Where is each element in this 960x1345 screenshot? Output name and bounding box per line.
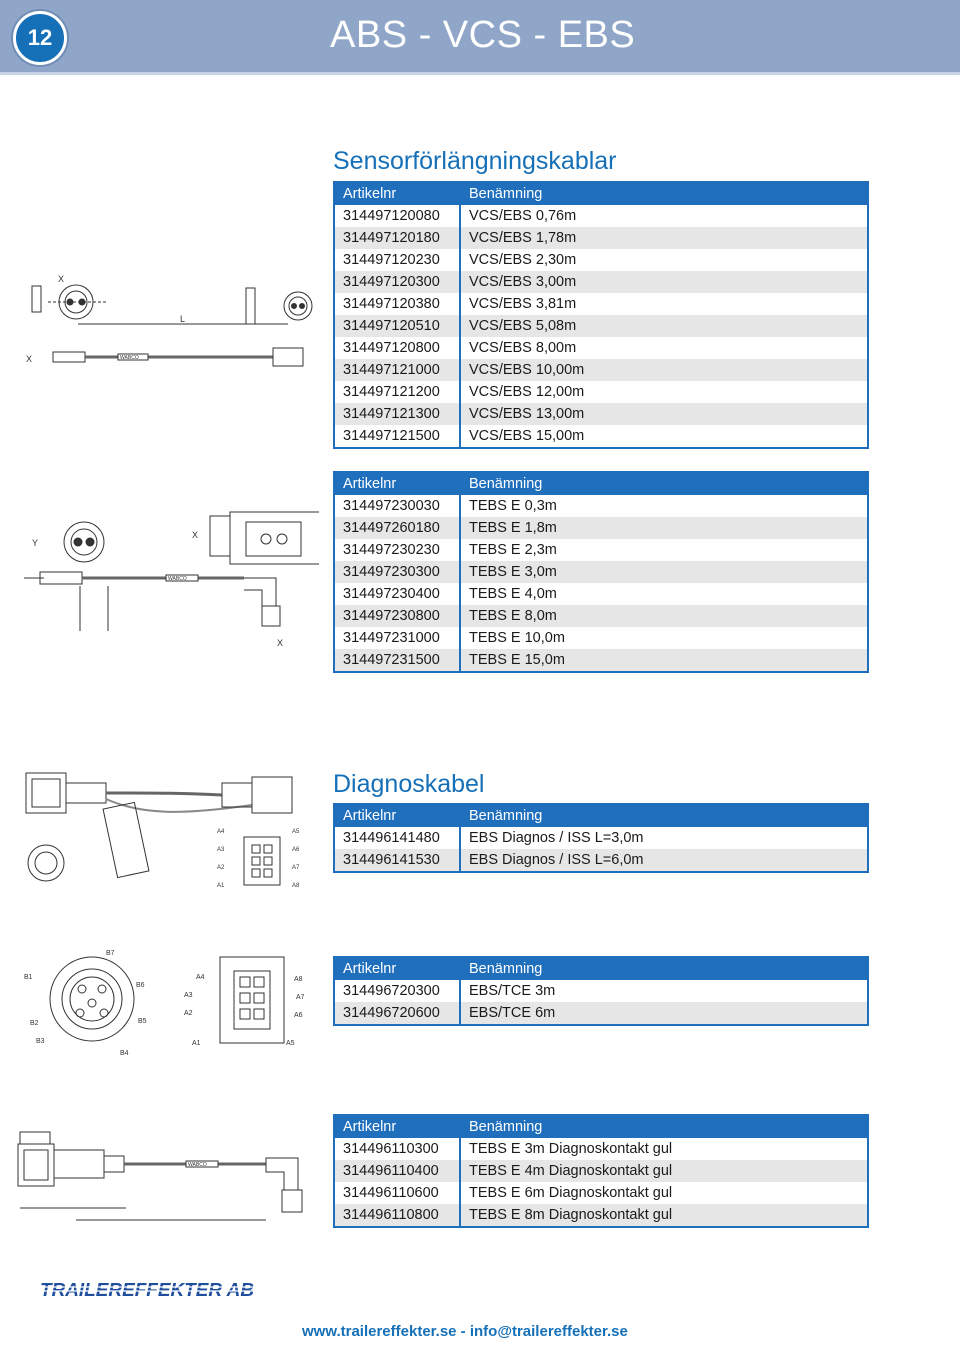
header-divider — [0, 72, 960, 75]
label-a6: A6 — [294, 1012, 303, 1019]
label-l: L — [180, 314, 186, 324]
cell-benamning: EBS Diagnos / ISS L=3,0m — [460, 827, 868, 849]
table-row — [334, 1002, 868, 1025]
label-b6: B6 — [136, 982, 145, 989]
table-row — [334, 337, 868, 359]
cell-benamning: TEBS E 4m Diagnoskontakt gul — [460, 1160, 868, 1182]
cell-artikelnr: 314497231000 — [334, 627, 460, 649]
cell-artikelnr: 314496110400 — [334, 1160, 460, 1182]
table-row — [334, 605, 868, 627]
table-row — [334, 649, 868, 672]
cell-benamning: VCS/EBS 8,00m — [460, 337, 868, 359]
cell-artikelnr: 314497230230 — [334, 539, 460, 561]
cell-benamning: EBS/TCE 6m — [460, 1002, 868, 1025]
label-a4: A4 — [196, 974, 205, 981]
table-row — [334, 495, 868, 517]
table-row — [334, 381, 868, 403]
cell-benamning: VCS/EBS 5,08m — [460, 315, 868, 337]
table-row — [334, 315, 868, 337]
diag-iss-table — [333, 803, 869, 873]
table-row — [334, 271, 868, 293]
column-header-artikelnr: Artikelnr — [334, 1115, 460, 1138]
cell-benamning: EBS Diagnos / ISS L=6,0m — [460, 849, 868, 872]
cell-benamning: VCS/EBS 10,00m — [460, 359, 868, 381]
cell-artikelnr: 314497120300 — [334, 271, 460, 293]
column-header-artikelnr: Artikelnr — [334, 957, 460, 980]
label-a8: A8 — [292, 883, 300, 889]
label-a4: A4 — [217, 829, 225, 835]
label-x-2: X — [26, 354, 33, 364]
diagnos-cable-drawing — [22, 765, 322, 895]
table-row — [334, 583, 868, 605]
label-b3: B3 — [36, 1038, 45, 1045]
table-row — [334, 539, 868, 561]
column-header-benamning: Benämning — [460, 472, 868, 495]
vcs-cable-drawing — [18, 262, 318, 380]
table-row — [334, 1204, 868, 1227]
cell-artikelnr: 314496110300 — [334, 1138, 460, 1160]
table-row — [334, 227, 868, 249]
page-number: 12 — [27, 25, 53, 50]
cell-artikelnr: 314497120380 — [334, 293, 460, 315]
company-logo — [38, 1276, 258, 1302]
diag-tce-table — [333, 956, 869, 1026]
label-b1: B1 — [24, 974, 33, 981]
table-row — [334, 849, 868, 872]
column-header-artikelnr: Artikelnr — [334, 182, 460, 205]
cell-artikelnr: 314497121300 — [334, 403, 460, 425]
table-row — [334, 517, 868, 539]
table-row — [334, 627, 868, 649]
logo-text: TRAILEREFFEKTER AB — [40, 1280, 254, 1300]
label-a5: A5 — [286, 1040, 295, 1047]
page-title: ABS - VCS - EBS — [330, 14, 636, 56]
cell-benamning: TEBS E 1,8m — [460, 517, 868, 539]
table-row — [334, 1138, 868, 1160]
tebs-cable-drawing — [14, 506, 319, 658]
label-wabco-3: WABCO — [188, 1162, 207, 1168]
label-x-2: X — [277, 638, 284, 648]
column-header-artikelnr: Artikelnr — [334, 472, 460, 495]
cell-artikelnr: 314496141530 — [334, 849, 460, 872]
label-a6: A6 — [292, 847, 300, 853]
cell-benamning: TEBS E 6m Diagnoskontakt gul — [460, 1182, 868, 1204]
label-a5: A5 — [292, 829, 300, 835]
cell-artikelnr: 314497230400 — [334, 583, 460, 605]
cell-benamning: TEBS E 3m Diagnoskontakt gul — [460, 1138, 868, 1160]
table-row — [334, 1182, 868, 1204]
cell-artikelnr: 314496110800 — [334, 1204, 460, 1227]
cell-artikelnr: 314496110600 — [334, 1182, 460, 1204]
label-x: X — [192, 530, 199, 540]
label-b7: B7 — [106, 950, 115, 957]
tebs-diag-cable-drawing — [16, 1128, 321, 1228]
label-a3: A3 — [184, 992, 193, 999]
label-a1: A1 — [192, 1040, 201, 1047]
label-wabco-2: WABCO — [168, 576, 187, 582]
label-y: Y — [32, 538, 39, 548]
column-header-artikelnr: Artikelnr — [334, 804, 460, 827]
cell-benamning: TEBS E 2,3m — [460, 539, 868, 561]
table-row — [334, 293, 868, 315]
page-number-badge — [13, 11, 67, 65]
cell-artikelnr: 314497121500 — [334, 425, 460, 448]
label-a1: A1 — [217, 883, 225, 889]
label-a2: A2 — [184, 1010, 193, 1017]
table-row — [334, 205, 868, 227]
cell-benamning: VCS/EBS 3,81m — [460, 293, 868, 315]
cell-artikelnr: 314497231500 — [334, 649, 460, 672]
table-row — [334, 425, 868, 448]
cell-benamning: TEBS E 10,0m — [460, 627, 868, 649]
cell-artikelnr: 314497120080 — [334, 205, 460, 227]
footer-contact[interactable]: www.trailereffekter.se - info@trailereffekter.se — [302, 1323, 628, 1340]
cell-artikelnr: 314497230300 — [334, 561, 460, 583]
cell-artikelnr: 314496141480 — [334, 827, 460, 849]
table-row — [334, 1160, 868, 1182]
cell-benamning: VCS/EBS 12,00m — [460, 381, 868, 403]
label-a3: A3 — [217, 847, 225, 853]
cell-artikelnr: 314497121200 — [334, 381, 460, 403]
tce-connector-drawing — [20, 935, 320, 1060]
label-a8: A8 — [294, 976, 303, 983]
column-header-benamning: Benämning — [460, 1115, 868, 1138]
table-row — [334, 561, 868, 583]
cell-benamning: TEBS E 8m Diagnoskontakt gul — [460, 1204, 868, 1227]
sensor-vcs-table — [333, 181, 869, 449]
section-title-diag: Diagnoskabel — [333, 770, 485, 798]
cell-benamning: TEBS E 3,0m — [460, 561, 868, 583]
cell-artikelnr: 314497121000 — [334, 359, 460, 381]
cell-benamning: VCS/EBS 13,00m — [460, 403, 868, 425]
label-a7: A7 — [296, 994, 305, 1001]
cell-artikelnr: 314497260180 — [334, 517, 460, 539]
label-a7: A7 — [292, 865, 300, 871]
table-row — [334, 403, 868, 425]
label-b2: B2 — [30, 1020, 39, 1027]
column-header-benamning: Benämning — [460, 804, 868, 827]
cell-benamning: VCS/EBS 1,78m — [460, 227, 868, 249]
cell-benamning: TEBS E 15,0m — [460, 649, 868, 672]
column-header-benamning: Benämning — [460, 182, 868, 205]
label-b4: B4 — [120, 1050, 129, 1057]
table-row — [334, 359, 868, 381]
table-row — [334, 980, 868, 1002]
cell-artikelnr: 314497120510 — [334, 315, 460, 337]
cell-artikelnr: 314497120800 — [334, 337, 460, 359]
cell-artikelnr: 314497120230 — [334, 249, 460, 271]
section-title-sensor: Sensorförlängningskablar — [333, 147, 617, 175]
cell-benamning: VCS/EBS 15,00m — [460, 425, 868, 448]
cell-artikelnr: 314497230800 — [334, 605, 460, 627]
table-row — [334, 827, 868, 849]
cell-benamning: TEBS E 0,3m — [460, 495, 868, 517]
cell-artikelnr: 314497230030 — [334, 495, 460, 517]
label-x: X — [58, 274, 65, 284]
cell-artikelnr: 314496720600 — [334, 1002, 460, 1025]
column-header-benamning: Benämning — [460, 957, 868, 980]
diag-tebs-table — [333, 1114, 869, 1228]
cell-benamning: VCS/EBS 3,00m — [460, 271, 868, 293]
table-row — [334, 249, 868, 271]
cell-benamning: TEBS E 4,0m — [460, 583, 868, 605]
label-wabco-1: WABCO — [120, 355, 139, 361]
cell-benamning: VCS/EBS 2,30m — [460, 249, 868, 271]
cell-benamning: VCS/EBS 0,76m — [460, 205, 868, 227]
sensor-tebs-table — [333, 471, 869, 673]
cell-benamning: TEBS E 8,0m — [460, 605, 868, 627]
label-a2: A2 — [217, 865, 225, 871]
cell-benamning: EBS/TCE 3m — [460, 980, 868, 1002]
cell-artikelnr: 314496720300 — [334, 980, 460, 1002]
label-b5: B5 — [138, 1018, 147, 1025]
cell-artikelnr: 314497120180 — [334, 227, 460, 249]
